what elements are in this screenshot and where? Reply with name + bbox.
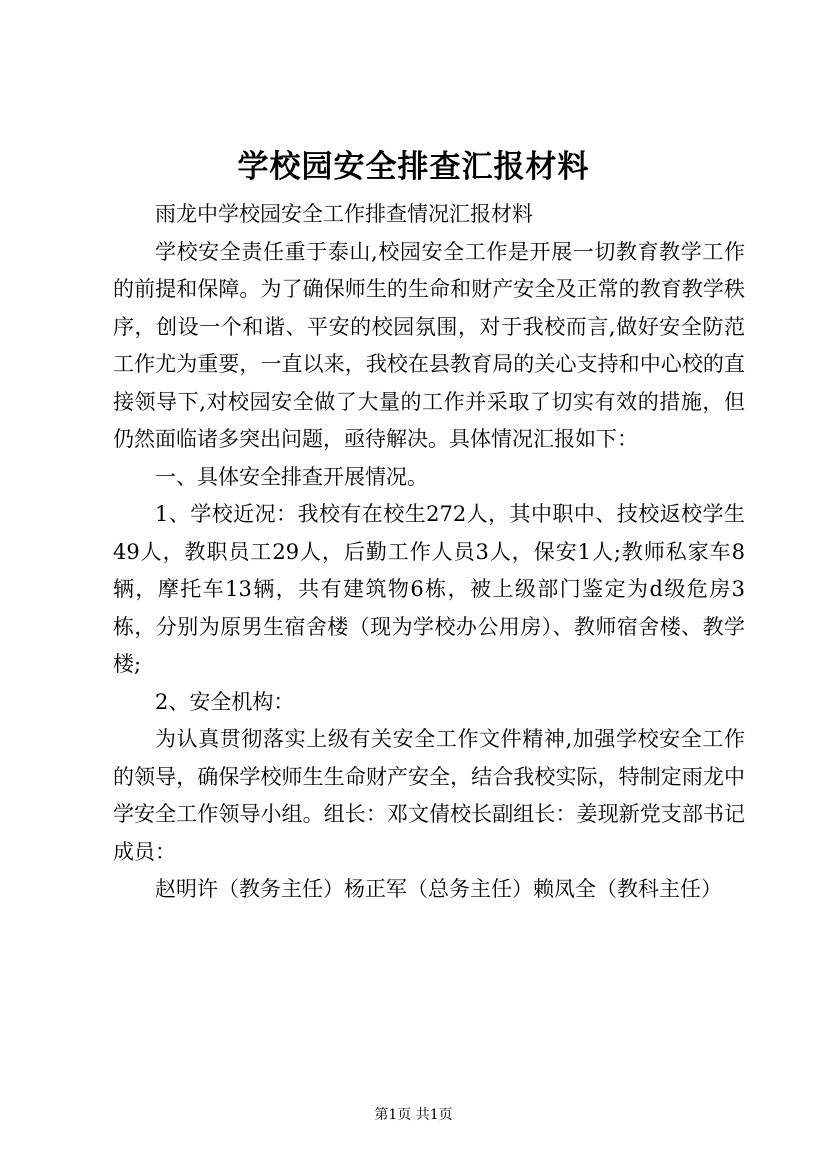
document-title: 学校园安全排查汇报材料 [237, 149, 590, 185]
paragraph-safety-org: 为认真贯彻落实上级有关安全工作文件精神,加强学校安全工作的领导，确保学校师生生命财产安全，结合我校实际，特制定雨龙中学安全工作领导小组。组长：邓文倩校长副组长：姜现新党支部书记成员： [113, 727, 745, 864]
paragraph-intro: 学校安全责任重于泰山,校园安全工作是开展一切教育教学工作的前提和保障。为了确保师生的生命和财产安全及正常的教育教学秩序，创设一个和谐、平安的校园氛围，对于我校而言,做好安全防范工作尤为重要，一直以来，我校在县教育局的关心支持和中心校的直接领导下,对校园安全做了大量的工作并采取了切实有效的措施，但仍然面临诸多突出问题，亟待解决。具体情况汇报如下： [113, 239, 745, 451]
paragraph-safety-org-heading: 2、安全机构： [155, 689, 295, 714]
paragraph-section-heading: 一、具体安全排查开展情况。 [155, 464, 428, 489]
page-footer: 第1页 共1页 [374, 1107, 453, 1123]
paragraph-members: 赵明许（教务主任）杨正军（总务主任）赖凤全（教科主任） [155, 877, 722, 901]
paragraph-subtitle: 雨龙中学校园安全工作排查情况汇报材料 [155, 202, 533, 226]
paragraph-school-status: 1、学校近况：我校有在校生272人，其中职中、技校返校学生49人，教职员工29人，后勤工作人员3人，保安1人;教师私家车8辆，摩托车13辆，共有建筑物6栋，被上级部门鉴定为d级危房3栋，分别为原男生宿舍楼（现为学校办公用房）、教师宿舍楼、教学楼; [113, 502, 745, 676]
document-body [113, 196, 745, 909]
